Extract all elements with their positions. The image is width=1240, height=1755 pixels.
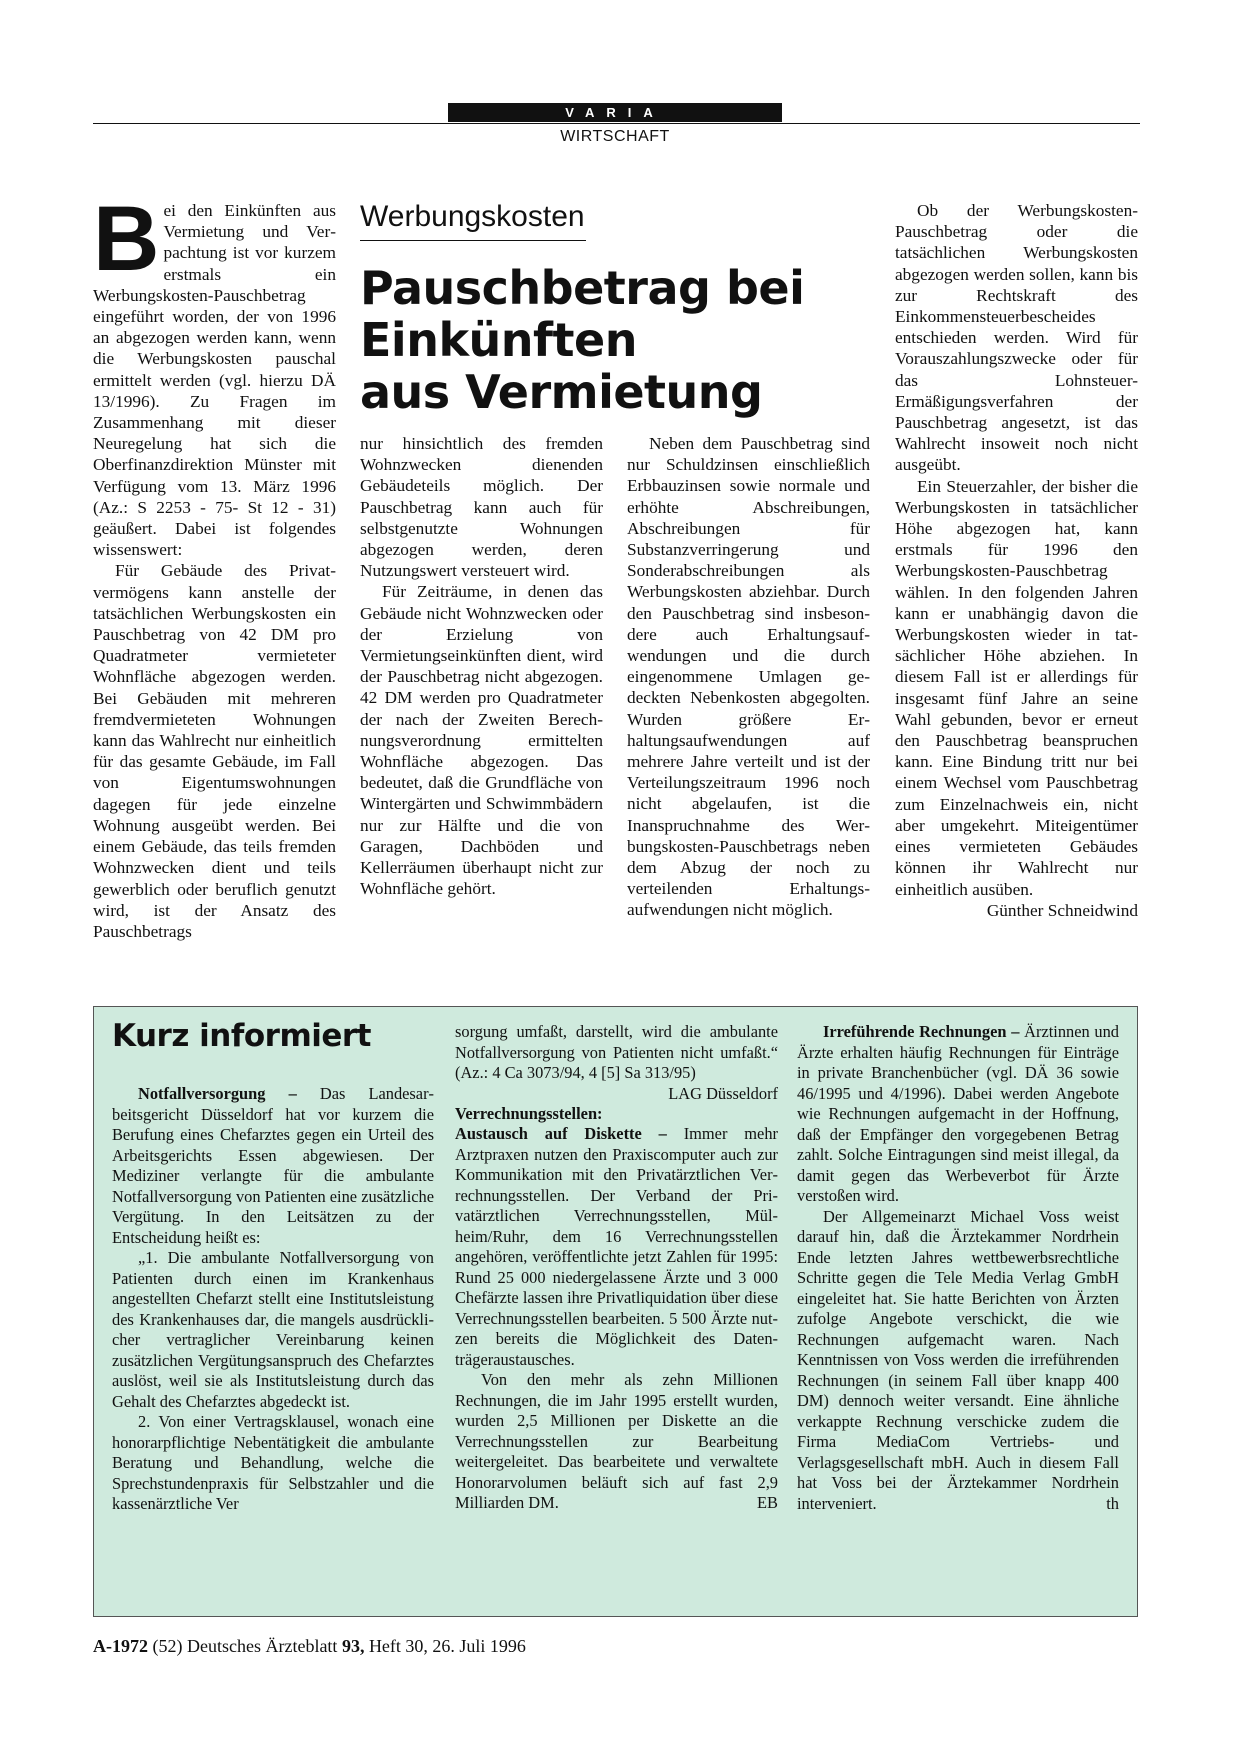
headline-line: Einkünften bbox=[360, 313, 637, 367]
news-item-heading: Verrechnungsstellen: Austausch auf Diskette – bbox=[455, 1103, 667, 1143]
news-column-1 bbox=[112, 1084, 434, 1515]
news-item-text: Ärztinnen und Ärzte erhalten häufig Rechnungen für Einträge in private Branchenbücher (vgl. DÄ 36 sowie 46/1995 und 4/1996). Dabei werden Angebote wie Rechnungen aufgemacht in der Hoffnung, daß der Empfänger den vorgegebenen Betrag zahlt. Solche Eintragungen sind meist illegal, da damit gegen das Werbeverbot für Ärzte verstoßen wird. bbox=[797, 1022, 1119, 1205]
news-paragraph bbox=[797, 1207, 1119, 1515]
news-item-verrechnungsstellen bbox=[455, 1104, 778, 1371]
news-column-3 bbox=[797, 1022, 1119, 1514]
news-item-text: sorgung umfaßt, darstellt, wird die ambulante Notfallversorgung von Patienten nicht umfaßt.“ (Az.: 4 Ca 3073/94, 4 [5] Sa 313/95) bbox=[455, 1022, 778, 1082]
article-paragraph: Neben dem Pauschbetrag sind nur Schuldzinsen einschließlich Erbbauzinsen sowie normale und erhöhte Abschreibungen, Abschreibungen für Substanzverringerung und Sonderabschreibungen als Werbungskosten abziehbar. Durch den Pauschbetrag sind insbesondere auch Erhaltungsaufwendungen und die durch eingenommene Umlagen gedeckten Nebenkosten abgegolten. Wurden größere Erhaltungsaufwendungen auf mehrere Jahre verteilt und ist der Verteilungszeitraum 1996 noch nicht abgelaufen, ist die Inanspruchnahme des Werbungskosten-Pauschbetrags neben dem Abzug der noch zu verteilenden Erhaltungsaufwendungen nicht möglich. bbox=[627, 434, 870, 920]
news-item-text: Das Landesarbeitsgericht Düsseldorf hat vor kurzem die Berufung eines Chefarztes gegen ein Urteil des Arbeitsgerichts Essen abgewiesen. Der Mediziner verlangte für die ambulante Notfallversorgung von Patienten eine zusätzliche Vergütung. In den Leitsätzen zu der Entscheidung heißt es: bbox=[112, 1084, 435, 1247]
news-signature: th bbox=[1106, 1493, 1119, 1513]
article-kicker: Werbungskosten bbox=[360, 200, 585, 233]
header-rule bbox=[93, 123, 1140, 124]
rubric-label: WIRTSCHAFT bbox=[560, 128, 670, 145]
news-item-text: Von den mehr als zehn Millionen Rechnungen, die im Jahr 1995 erstellt wurden, wurden 2,5 Millionen per Diskette an die Verrechnungsstellen zur Bearbeitung weitergeleitet. Das bearbeitete und verwaltete Honorarvolumen beläuft sich auf fast 2,9 Milliarden DM. bbox=[455, 1370, 778, 1512]
article-column-4 bbox=[895, 200, 1138, 921]
journal-issue: Heft 30, 26. Juli 1996 bbox=[368, 1636, 526, 1656]
article-paragraph: Ob der Werbungskosten-Pauschbetrag oder die tatsächlichen Werbungskosten abgezogen werden sollen, kann bis zur Rechtskraft des Einkommensteuerbescheides entschieden werden. Wird für Vorauszahlungszwecke oder für das Lohnsteuer-Ermäßigungsverfahren der Pauschbetrag angesetzt, ist das Wahlrecht insoweit noch nicht ausgeübt. bbox=[895, 201, 1138, 475]
news-signature: EB bbox=[757, 1493, 778, 1512]
article-paragraph: Für Gebäude des Privatvermögens kann anstelle der tatsächlichen Werbungskosten ein Pauschbetrag von 42 DM pro Quadratmeter vermieteter Wohnfläche abgezogen werden. Bei Gebäuden mit mehreren fremdvermieteten Wohnungen kann das Wahlrecht nur einheitlich für das gesamte Gebäude, im Fall von Eigentumswohnungen dagegen für jede einzelne Wohnung ausgeübt werden. Bei einem Gebäude, das teils fremden Wohnzwecken dient und teils gewerblich oder beruflich genutzt wird, ist der Ansatz des Pauschbetrags bbox=[93, 561, 336, 941]
news-item-heading: Irreführende Rechnungen – bbox=[823, 1022, 1020, 1041]
news-item-text: Immer mehr Arztpraxen nutzen den Praxiscomputer auch zur Kommunikation mit den Privatärztlichen Verrechnungsstellen. Der Verband der Privatärztlichen Verrechnungsstellen, Mülheim/Ruhr, dem 16 Verrechnungsstellen angehören, veröffentlichte jetzt Zahlen für 1995: Rund 25 000 niedergelassene Ärzte und 3 000 Chefärzte lassen ihre Privatliquidation über diese Verrechnungsstellen bearbeiten. 5 500 Ärzte nutzen bereits die Möglichkeit des Datenträgeraustausches. bbox=[455, 1124, 778, 1369]
news-paragraph bbox=[455, 1370, 778, 1514]
news-quote: 2. Von einer Vertragsklausel, wonach eine honorarpflichtige Nebentätigkeit die ambulante Beratung und Behandlung, welche die Sprechstundenpraxis für Selbstzahler und die kassenärztliche Ver bbox=[112, 1412, 434, 1513]
news-item-text: Der Allgemeinarzt Michael Voss weist darauf hin, daß die Ärztekammer Nordrhein Ende letzten Jahres wettbewerbsrechtliche Schritte gegen die Tele Media Verlag GmbH eingeleitet hat. Sie hatte Berichten von Ärzten zufolge Angebote verschickt, die wie Rechnungen aufgemacht waren. Nach Kenntnissen von Voss werden die irreführenden Rechnungen (in seinem Fall über knapp 400 DM) dennoch weiter versandt. Eine ähnliche verkappte Rechnung verschicke zudem die Firma MediaCom Vertriebs- und Verlagsgesellschaft mbH. Auch in diesem Fall hat Voss bei der Ärztekammer Nordrhein interveniert. bbox=[797, 1206, 1119, 1513]
section-label: VARIA bbox=[448, 103, 782, 122]
page-number: A-1972 bbox=[93, 1636, 148, 1656]
article-paragraph: Für Zeiträume, in denen das Gebäude nicht Wohnzwecken oder der Erzielung von Vermietungseinkünften dient, wird der Pauschbetrag nicht abgezogen. 42 DM werden pro Quadratmeter der nach der Zweiten Berechnungsverordnung ermittelten Wohnfläche abgezogen. Das bedeutet, daß die Grundfläche von Wintergärten und Schwimmbädern nur zur Hälfte und die von Garagen, Dachböden und Kellerräumen überhaupt nicht zur Wohnfläche gehört. bbox=[360, 582, 603, 899]
drop-cap: B bbox=[93, 188, 160, 290]
news-item-rechnungen bbox=[797, 1022, 1119, 1207]
journal-volume: 93, bbox=[341, 1636, 365, 1656]
article-headline bbox=[360, 262, 820, 418]
news-column-2 bbox=[455, 1022, 778, 1514]
news-quote-continued bbox=[455, 1022, 778, 1103]
article-paragraph bbox=[895, 476, 1138, 920]
article-column-3 bbox=[627, 433, 870, 921]
news-source: LAG Düsseldorf bbox=[668, 1083, 778, 1103]
author-name: Günther Schneidwind bbox=[986, 900, 1138, 920]
headline-line: Pauschbetrag bei bbox=[360, 261, 805, 315]
news-quote: „1. Die ambulante Notfallversorgung von Patienten durch einen im Krankenhaus angestellten Chefarzt stellt eine Institutsleistung des Krankenhauses dar, die mangels ausdrücklicher vertraglicher Vereinbarung keinen zusätzlichen Vergütungsanspruch des Chefarztes auslöst, weil sie als Institutsleistung durch das Gehalt des Chefarztes abgedeckt ist. bbox=[112, 1248, 434, 1411]
article-paragraph-text: Ein Steuerzahler, der bisher die Werbungskosten in tatsächlicher Höhe abgezogen hat, kann erstmals für 1996 den Werbungskosten-Pauschbetrag wählen. In den folgenden Jahren kann er unabhängig davon die Werbungskosten wieder in tatsächlicher Höhe abziehen. In diesem Fall ist er allerdings für insgesamt fünf Jahre an seine Wahl gebunden, bevor er erneut den Pauschbetrag beanspruchen kann. Eine Bindung tritt nur bei einem Wechsel vom Pauschbetrag zum Einzelnachweis ein, nicht aber umgekehrt. Miteigentümer eines vermieteten Gebäudes können ihr Wahlrecht nur einheitlich ausüben. bbox=[895, 476, 1138, 899]
news-item-notfallversorgung bbox=[112, 1084, 434, 1248]
article-paragraph: ei den Einkünften aus Vermietung und Verpachtung ist vor kurzem erstmals ein Werbungskosten-Pauschbetrag eingeführt worden, der von 1996 an abgezogen werden kann, wenn die Werbungskosten pauschal ermittelt werden (vgl. hierzu DÄ 13/1996). Zu Fragen im Zusammenhang mit dieser Neuregelung hat sich die Oberfinanzdirektion Münster mit Verfügung vom 13. März 1996 (Az.: S 2253 - 75- St 12 - 31) geäußert. Dabei ist folgendes wissenswert: bbox=[93, 201, 336, 560]
kicker-rule bbox=[360, 240, 586, 241]
article-paragraph: nur hinsichtlich des fremden Wohnzwecken dienenden Gebäudeteils möglich. Der Pauschbetrag kann auch für selbstgenutzte Wohnungen abgezogen werden, deren Nutzungswert versteuert wird. bbox=[360, 434, 603, 581]
article-column-1 bbox=[93, 188, 336, 942]
journal-name: (52) Deutsches Ärzteblatt bbox=[152, 1636, 338, 1656]
headline-line: aus Vermietung bbox=[360, 365, 763, 419]
article-column-2 bbox=[360, 433, 603, 899]
news-item-heading: Notfallversorgung – bbox=[138, 1084, 297, 1103]
news-box-title: Kurz informiert bbox=[112, 1018, 371, 1054]
page-footer bbox=[93, 1636, 526, 1657]
